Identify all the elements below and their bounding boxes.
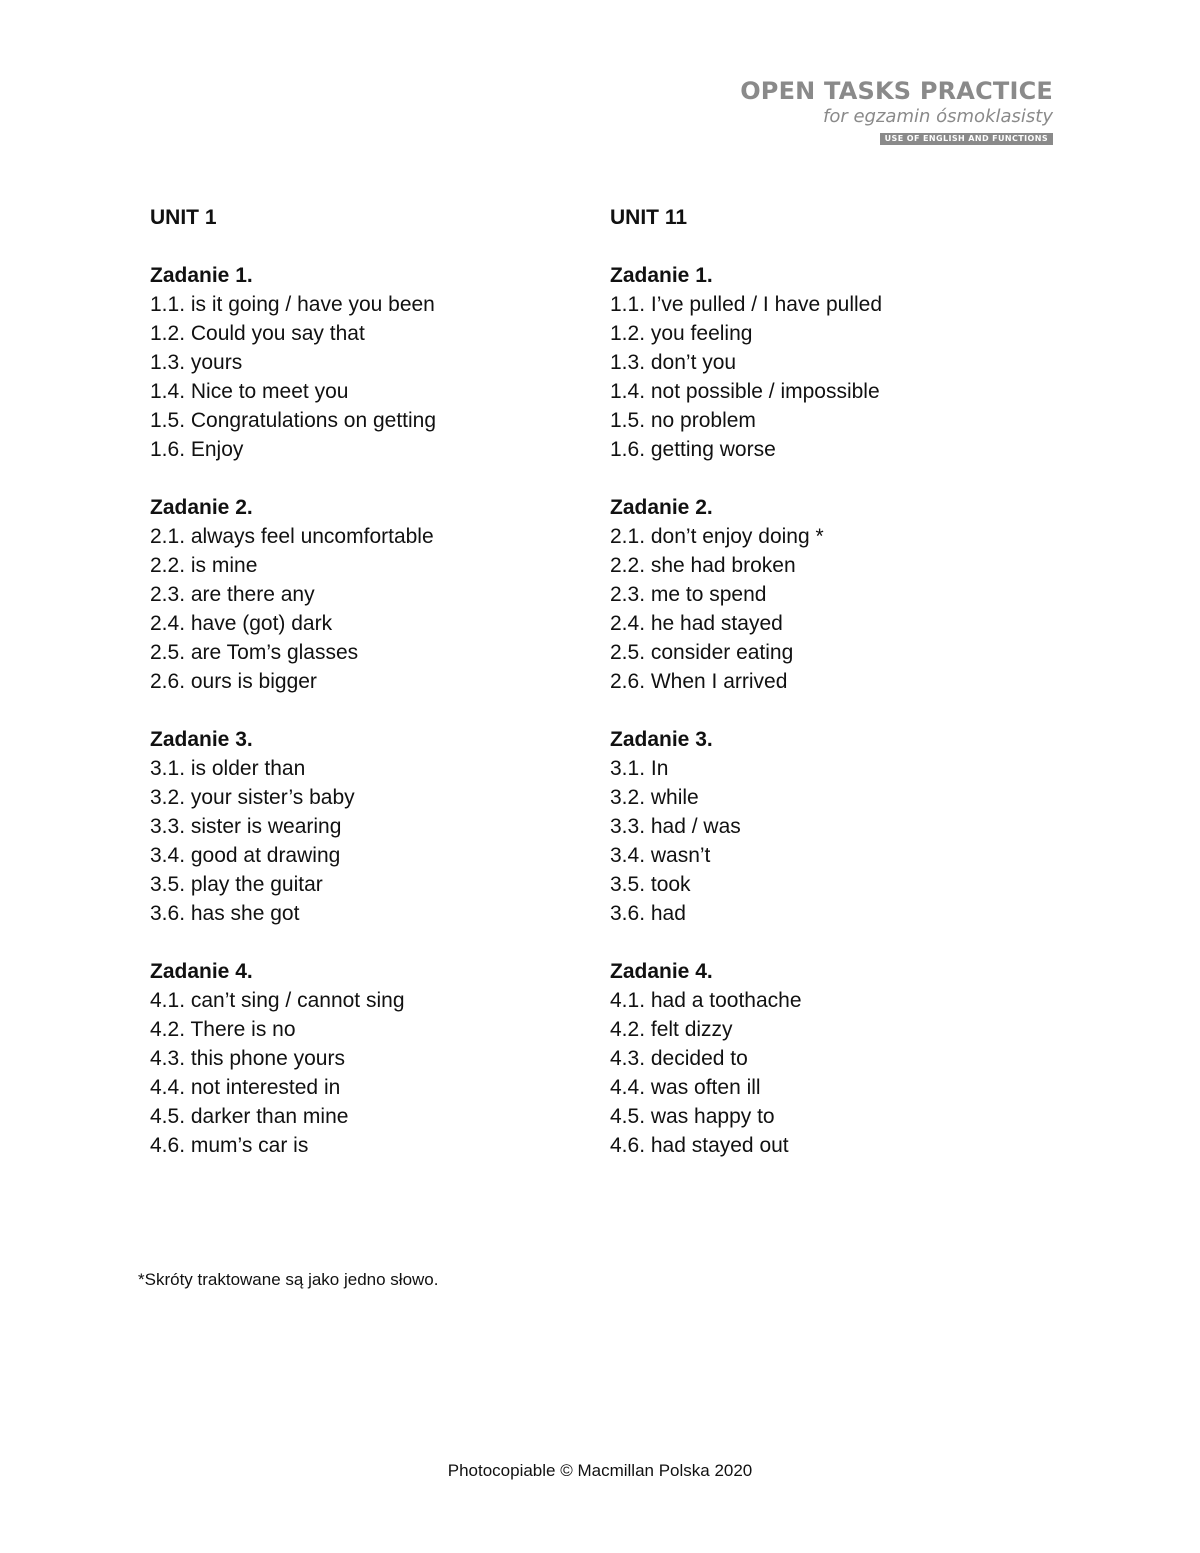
answer-line: 2.2. she had broken [610, 554, 796, 577]
answer-line: 4.6. had stayed out [610, 1134, 789, 1157]
answer-line: 1.2. you feeling [610, 322, 753, 345]
answer-line: 1.3. don’t you [610, 351, 737, 374]
unit-11-column [610, 203, 1030, 1189]
unit-1-column [150, 203, 570, 1189]
task-block [150, 725, 570, 928]
answer-line: 2.2. is mine [150, 554, 258, 577]
unit-heading: UNIT 1 [150, 206, 217, 229]
unit-heading: UNIT 11 [610, 206, 688, 229]
answer-line: 1.5. no problem [610, 409, 756, 432]
task-block [610, 261, 1030, 464]
answer-line: 3.3. had / was [610, 815, 741, 838]
logo-title: OPEN TASKS PRACTICE [740, 77, 1053, 105]
answer-line: 1.5. Congratulations on getting [150, 409, 437, 432]
task-heading: Zadanie 2. [150, 496, 253, 519]
answer-line: 4.2. There is no [150, 1018, 296, 1041]
task-heading: Zadanie 1. [610, 264, 713, 287]
answer-line: 2.6. When I arrived [610, 670, 788, 693]
task-block [610, 957, 1030, 1160]
answer-line: 2.5. are Tom’s glasses [150, 641, 359, 664]
answer-line: 2.3. me to spend [610, 583, 767, 606]
publication-logo [733, 76, 1053, 146]
answer-line: 3.5. play the guitar [150, 873, 323, 896]
answer-line: 4.2. felt dizzy [610, 1018, 733, 1041]
answer-line: 3.2. your sister’s baby [150, 786, 355, 809]
answer-line: 1.2. Could you say that [150, 322, 365, 345]
task-heading: Zadanie 2. [610, 496, 713, 519]
task-heading: Zadanie 1. [150, 264, 253, 287]
answer-line: 4.3. this phone yours [150, 1047, 345, 1070]
answer-line: 2.5. consider eating [610, 641, 794, 664]
answer-line: 2.4. have (got) dark [150, 612, 333, 635]
task-block [150, 957, 570, 1160]
answer-line: 1.6. getting worse [610, 438, 776, 461]
answer-line: 3.1. is older than [150, 757, 306, 780]
answer-line: 2.1. don’t enjoy doing * [610, 525, 824, 548]
answer-line: 2.6. ours is bigger [150, 670, 317, 693]
logo-subtitle: for egzamin ósmoklasisty [823, 106, 1053, 127]
answer-line: 3.4. good at drawing [150, 844, 341, 867]
answer-line: 4.1. had a toothache [610, 989, 802, 1012]
answer-line: 2.1. always feel uncomfortable [150, 525, 434, 548]
answer-line: 3.5. took [610, 873, 691, 896]
answer-line: 2.4. he had stayed [610, 612, 783, 635]
logo-band: USE OF ENGLISH AND FUNCTIONS [880, 133, 1053, 145]
task-heading: Zadanie 4. [610, 960, 713, 983]
answer-line: 3.4. wasn’t [610, 844, 711, 867]
answer-line: 3.2. while [610, 786, 699, 809]
answer-line: 4.5. darker than mine [150, 1105, 349, 1128]
answer-line: 1.6. Enjoy [150, 438, 244, 461]
task-heading: Zadanie 4. [150, 960, 253, 983]
task-block [610, 725, 1030, 928]
answer-line: 3.6. has she got [150, 902, 300, 925]
answer-line: 1.1. is it going / have you been [150, 293, 435, 316]
copyright-footer: Photocopiable © Macmillan Polska 2020 [447, 1461, 753, 1480]
answer-line: 3.6. had [610, 902, 686, 925]
task-block [150, 261, 570, 464]
answer-line: 1.3. yours [150, 351, 243, 374]
answer-line: 4.4. not interested in [150, 1076, 341, 1099]
answer-line: 2.3. are there any [150, 583, 315, 606]
answer-line: 3.1. In [610, 757, 669, 780]
task-heading: Zadanie 3. [610, 728, 713, 751]
abbreviation-footnote: *Skróty traktowane są jako jedno słowo. [138, 1270, 439, 1289]
answer-line: 4.3. decided to [610, 1047, 748, 1070]
task-block [150, 493, 570, 696]
answer-line: 1.4. Nice to meet you [150, 380, 349, 403]
answer-line: 3.3. sister is wearing [150, 815, 342, 838]
answer-line: 1.4. not possible / impossible [610, 380, 880, 403]
task-heading: Zadanie 3. [150, 728, 253, 751]
task-block [610, 493, 1030, 696]
answer-line: 4.6. mum’s car is [150, 1134, 309, 1157]
answer-line: 4.1. can’t sing / cannot sing [150, 989, 405, 1012]
answer-line: 1.1. I’ve pulled / I have pulled [610, 293, 883, 316]
answer-line: 4.4. was often ill [610, 1076, 761, 1099]
answer-line: 4.5. was happy to [610, 1105, 775, 1128]
